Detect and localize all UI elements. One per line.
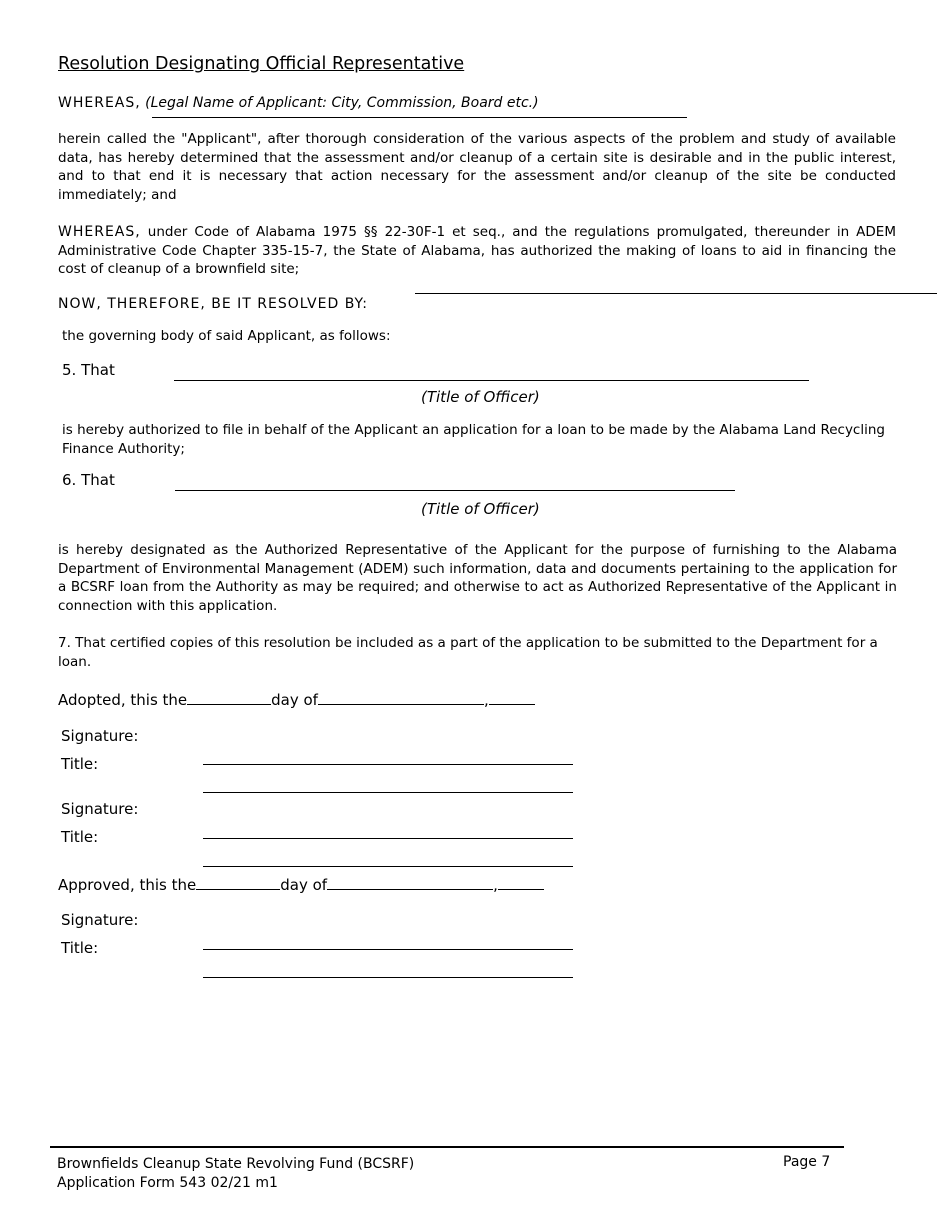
applicant-paragraph: herein called the "Applicant", after thorough consideration of the various aspects of the problem and study of available data, has hereby determined that the assessment and/or cleanup of a certain site is desirable and in the public interest, and to that end it is necessary that action necessary for the assessment and/or cleanup of the site be conducted immediately; and [58, 131, 896, 203]
resolved-by-line[interactable] [415, 293, 937, 294]
item5-text: is hereby authorized to file in behalf of the Applicant an application for a loan to be made by the Alabama Land Recycling Finance Authority; [62, 422, 885, 457]
footer-program: Brownfields Cleanup State Revolving Fund (BCSRF) [57, 1156, 415, 1172]
item6-label: 6. That [62, 471, 115, 489]
applicant-name-line[interactable] [152, 117, 687, 118]
footer-form-id: Application Form 543 02/21 m1 [57, 1175, 278, 1191]
title-line-2[interactable] [203, 866, 573, 867]
adopted-day-of: day of [271, 691, 318, 709]
approved-comma: , [493, 876, 498, 894]
approved-month-field[interactable] [327, 875, 493, 890]
title-label-1: Title: [61, 755, 99, 773]
item5-label: 5. That [62, 361, 115, 379]
applicant-name-placeholder: (Legal Name of Applicant: City, Commission, Board etc.) [145, 95, 539, 111]
signature-label-2: Signature: [61, 800, 139, 818]
signature-label-1: Signature: [61, 727, 139, 745]
footer-divider [50, 1146, 844, 1148]
item6-title-of-officer: (Title of Officer) [421, 500, 540, 518]
adopted-year-field[interactable] [489, 690, 535, 705]
page-number: Page 7 [783, 1154, 831, 1170]
resolved-by-label: NOW, THEREFORE, BE IT RESOLVED BY: [58, 296, 368, 312]
signature-line-2[interactable] [203, 838, 573, 839]
item6-text: is hereby designated as the Authorized Representative of the Applicant for the purpose of furnishing to the Alabama Department of Environmental Management (ADEM) such information, data and documents pertaining to the application for a BCSRF loan from the Authority as may be required; and otherwise to act as Authorized Representative of the Applicant in connection with this application. [58, 542, 897, 614]
title-label-3: Title: [61, 939, 99, 957]
signature-line-3[interactable] [203, 949, 573, 950]
whereas-code-paragraph [58, 223, 896, 279]
adopted-row [58, 690, 535, 709]
approved-label: Approved, this the [58, 876, 197, 894]
approved-day-of: day of [280, 876, 328, 894]
page-title: Resolution Designating Official Representative [58, 54, 465, 74]
title-label-2: Title: [61, 828, 99, 846]
adopted-month-field[interactable] [318, 690, 484, 705]
item5-officer-line[interactable] [174, 380, 809, 381]
adopted-label: Adopted, this the [58, 691, 188, 709]
approved-year-field[interactable] [498, 875, 544, 890]
item6-officer-line[interactable] [175, 490, 735, 491]
item7-text: 7. That certified copies of this resolution be included as a part of the application to be submitted to the Department for a loan. [58, 635, 878, 670]
item5-title-of-officer: (Title of Officer) [421, 388, 540, 406]
governing-body-text: the governing body of said Applicant, as follows: [62, 328, 391, 344]
adopted-comma: , [483, 691, 489, 709]
adopted-day-field[interactable] [187, 690, 271, 705]
whereas-label: WHEREAS, [58, 95, 141, 111]
title-line-3[interactable] [203, 977, 573, 978]
whereas-label-2: WHEREAS, [58, 224, 141, 240]
approved-row [58, 875, 544, 894]
signature-line-1[interactable] [203, 764, 573, 765]
code-text: under Code of Alabama 1975 §§ 22-30F-1 et seq., and the regulations promulgated, thereunder in ADEM Administrative Code Chapter 335-15-7, the State of Alabama, has authorized the making of loans to aid in financing the cost of cleanup of a brownfield site; [58, 224, 896, 277]
approved-day-field[interactable] [196, 875, 280, 890]
title-line-1[interactable] [203, 792, 573, 793]
whereas-applicant-row [58, 94, 539, 113]
signature-label-3: Signature: [61, 911, 139, 929]
